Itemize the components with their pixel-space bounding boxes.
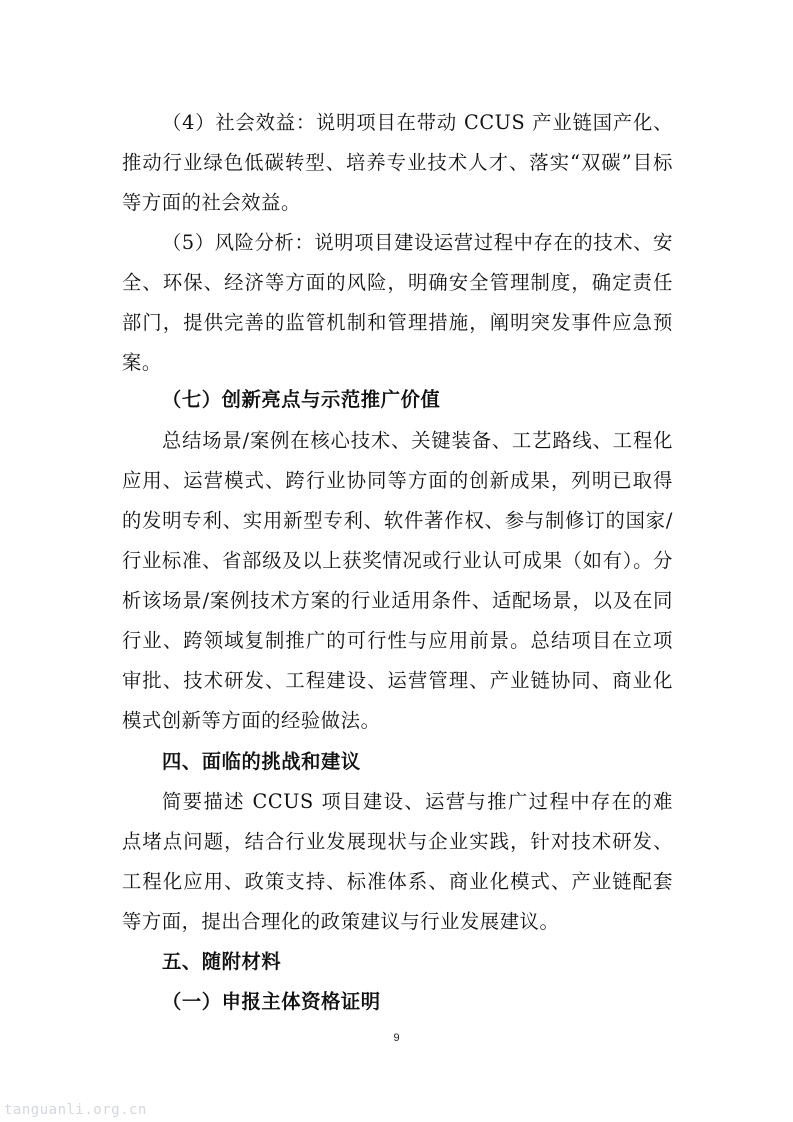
heading-challenges: 四、面临的挑战和建议 <box>162 750 361 773</box>
heading-attachments: 五、随附材料 <box>162 950 282 973</box>
page-number: 9 <box>393 1032 400 1044</box>
subheading-innovation: （七）创新亮点与示范推广价值 <box>162 388 441 411</box>
paragraph-innovation: 总结场景/案例在核心技术、关键装备、工艺路线、工程化应用、运营模式、跨行业协同等方面的创新成果，列明已取得的发明专利、实用新型专利、软件著作权、参与制修订的国家/行业标准、省部级及以上获奖情况或行业认可成果（如有）。分析该场景/案例技术方案的行业适用条件、适配场景，以及在同行业、跨领域复制推广的可行性与应用前景。总结项目在立项审批、技术研发、工程建设、运营管理、产业链协同、商业化模式创新等方面的经验做法。 <box>122 429 673 732</box>
paragraph-social-benefits: （4）社会效益：说明项目在带动 CCUS 产业链国产化、推动行业绿色低碳转型、培养专业技术人才、落实“双碳”目标等方面的社会效益。 <box>122 111 673 214</box>
watermark: tanguanli.org.cn <box>4 1102 147 1118</box>
paragraph-challenges: 简要描述 CCUS 项目建设、运营与推广过程中存在的难点堵点问题，结合行业发展现状与企业实践，针对技术研发、工程化应用、政策支持、标准体系、商业化模式、产业链配套等方面，提出合理化的政策建议与行业发展建议。 <box>122 790 673 933</box>
subheading-qualification: （一）申报主体资格证明 <box>162 990 381 1013</box>
paragraph-risk-analysis: （5）风险分析：说明项目建设运营过程中存在的技术、安全、环保、经济等方面的风险，明确安全管理制度，确定责任部门，提供完善的监管机制和管理措施，阐明突发事件应急预案。 <box>122 231 673 374</box>
